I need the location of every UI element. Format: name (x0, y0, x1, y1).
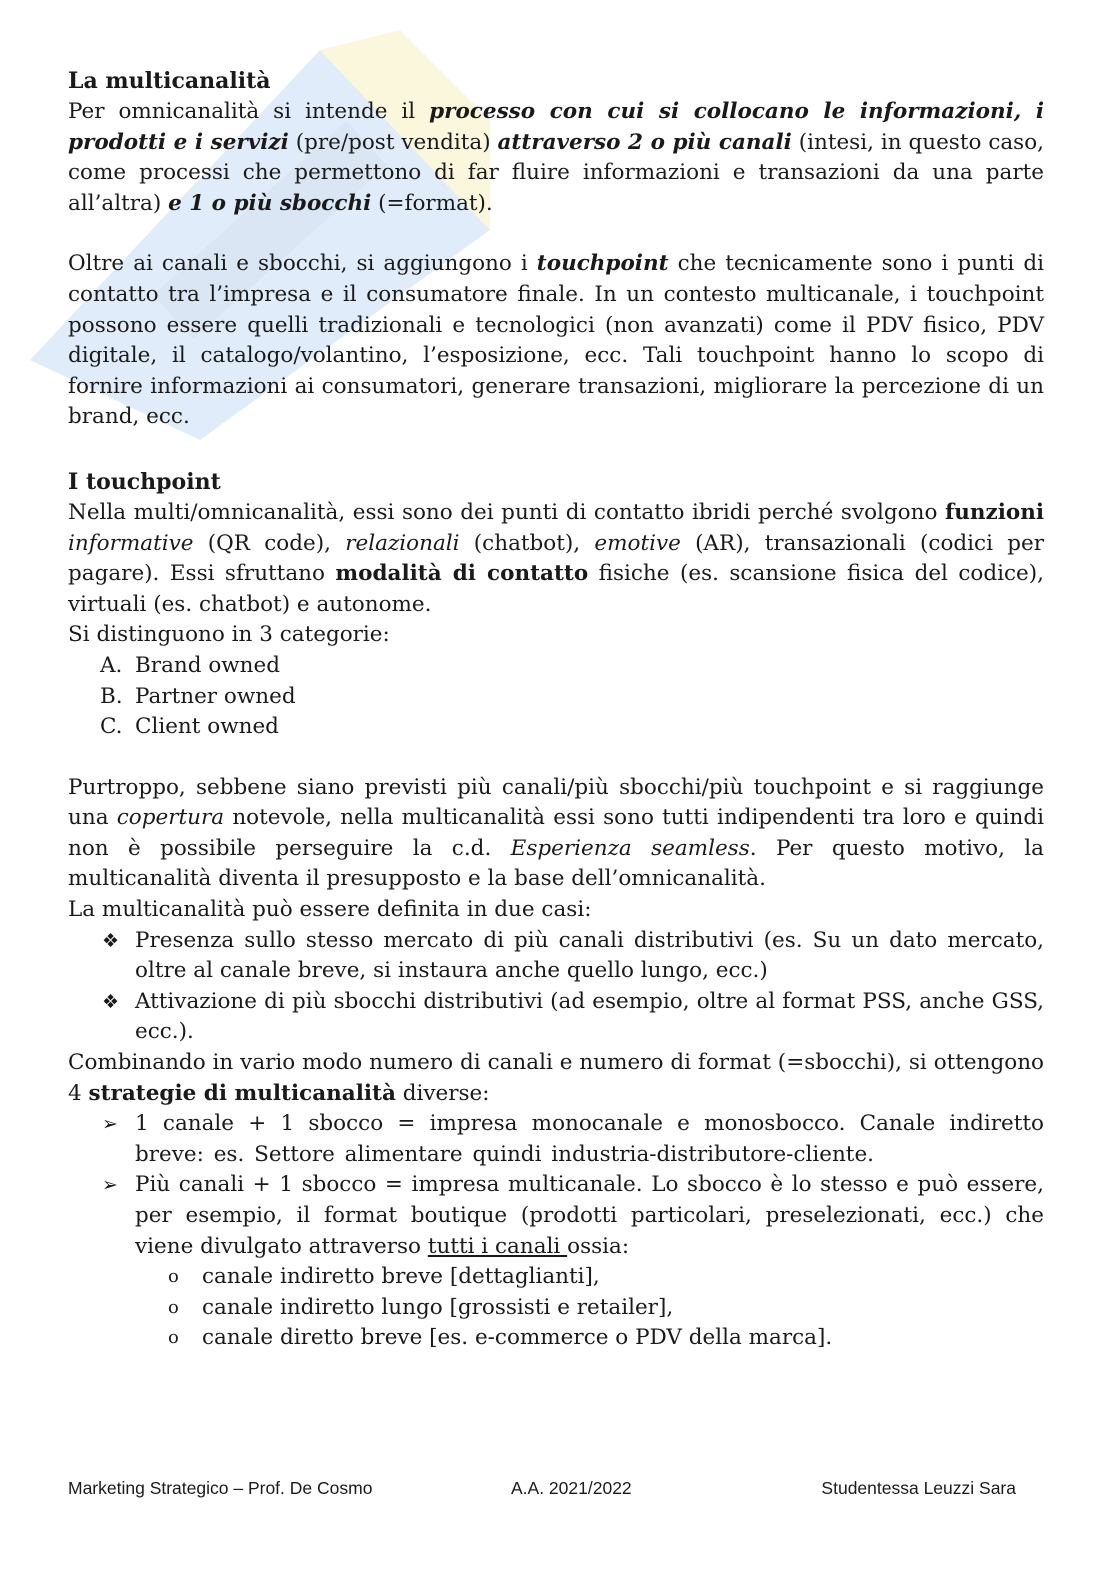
diamond-bullet-icon: ❖ (102, 990, 120, 1013)
footer-academic-year: A.A. 2021/2022 (511, 1478, 632, 1498)
circle-bullet-icon: o (168, 1327, 179, 1349)
paragraph-touchpoint-functions: Nella multi/omnicanalità, essi sono dei punti di contatto ibridi perché svolgono funzioni informative (QR code), relazionali (chatbot), emotive (AR), transazionali (codici per pagare). Essi sfruttano modalità di contatto fisiche (es. scansione fisica del codice), virtuali (es. chatbot) e autonome. (68, 499, 1044, 617)
paragraph-strategies-intro: Combinando in vario modo numero di canali e numero di format (=sbocchi), si ottengono 4 strategie di multicanalità diverse: (68, 1050, 1044, 1106)
arrow-bullet-icon: ➢ (102, 1174, 118, 1197)
section-title-touchpoint: I touchpoint (68, 468, 221, 495)
footer-author: Studentessa Leuzzi Sara (821, 1478, 1016, 1498)
circle-bullet-icon: o (168, 1296, 179, 1318)
list-item: C. Client owned (100, 714, 279, 740)
diamond-bullet-icon: ❖ (102, 929, 120, 952)
paragraph-touchpoint-intro: Oltre ai canali e sbocchi, si aggiungono i touchpoint che tecnicamente sono i punti di contatto tra l’impresa e il consumatore finale. In un contesto multicanale, i touchpoint possono essere quelli tradizionali e tecnologici (non avanzati) come il PDV fisico, PDV digitale, il catalogo/volantino, l’esposizione, ecc. Tali touchpoint hanno lo scopo di fornire informazioni ai consumatori, generare transazioni, migliorare la percezione di un brand, ecc. (68, 251, 1044, 430)
strategies-list (68, 1109, 1044, 1262)
cases-list (68, 926, 1044, 1048)
categories-intro: Si distinguono in 3 categorie: (68, 622, 390, 648)
list-item: A. Brand owned (100, 652, 281, 678)
paragraph-omnicanalita-definition: Per omnicanalità si intende il processo con cui si collocano le informazioni, i prodotti e i servizi (pre/post vendita) attraverso 2 o più canali (intesi, in questo caso, come processi che permettono di far fluire informazioni e transazioni da una parte all’altra) e 1 o più sbocchi (=format). (68, 99, 1045, 216)
footer-course: Marketing Strategico – Prof. De Cosmo (68, 1478, 373, 1498)
page-footer (68, 1478, 1016, 1504)
document-page (68, 66, 1044, 1354)
categories-list (68, 651, 1044, 743)
list-item: ❖ Attivazione di più sbocchi distributivi (ad esempio, oltre al format PSS, anche GSS, ecc.). (102, 988, 1044, 1045)
circle-bullet-icon: o (168, 1266, 179, 1288)
channels-list (68, 1262, 1044, 1354)
list-item: B. Partner owned (100, 683, 296, 709)
list-item: o canale diretto breve [es. e-commerce o PDV della marca]. (68, 1323, 1044, 1354)
list-item: o canale indiretto breve [dettaglianti], (68, 1262, 1044, 1293)
list-item: ➢ 1 canale + 1 sbocco = impresa monocanale e monosbocco. Canale indiretto breve: es. Settore alimentare quindi industria-distributore-cliente. (102, 1111, 1044, 1167)
list-item: ❖ Presenza sullo stesso mercato di più canali distributivi (es. Su un dato mercato, oltre al canale breve, si instaura anche quello lungo, ecc.) (102, 927, 1044, 984)
section-title-multicanalita: La multicanalità (68, 68, 271, 94)
cases-intro: La multicanalità può essere definita in due casi: (68, 897, 592, 923)
list-item: o canale indiretto lungo [grossisti e retailer], (68, 1293, 1044, 1324)
paragraph-seamless: Purtroppo, sebbene siano previsti più canali/più sbocchi/più touchpoint e si raggiunge una copertura notevole, nella multicanalità essi sono tutti indipendenti tra loro e quindi non è possibile perseguire la c.d. Esperienza seamless. Per questo motivo, la multicanalità diventa il presupposto e la base dell’omnicanalità. (68, 774, 1044, 892)
list-item: ➢ Più canali + 1 sbocco = impresa multicanale. Lo sbocco è lo stesso e può essere, per esempio, il format boutique (prodotti particolari, preselezionati, ecc.) che viene divulgato attraverso tutti i canali ossia: (102, 1172, 1044, 1259)
arrow-bullet-icon: ➢ (102, 1113, 118, 1136)
